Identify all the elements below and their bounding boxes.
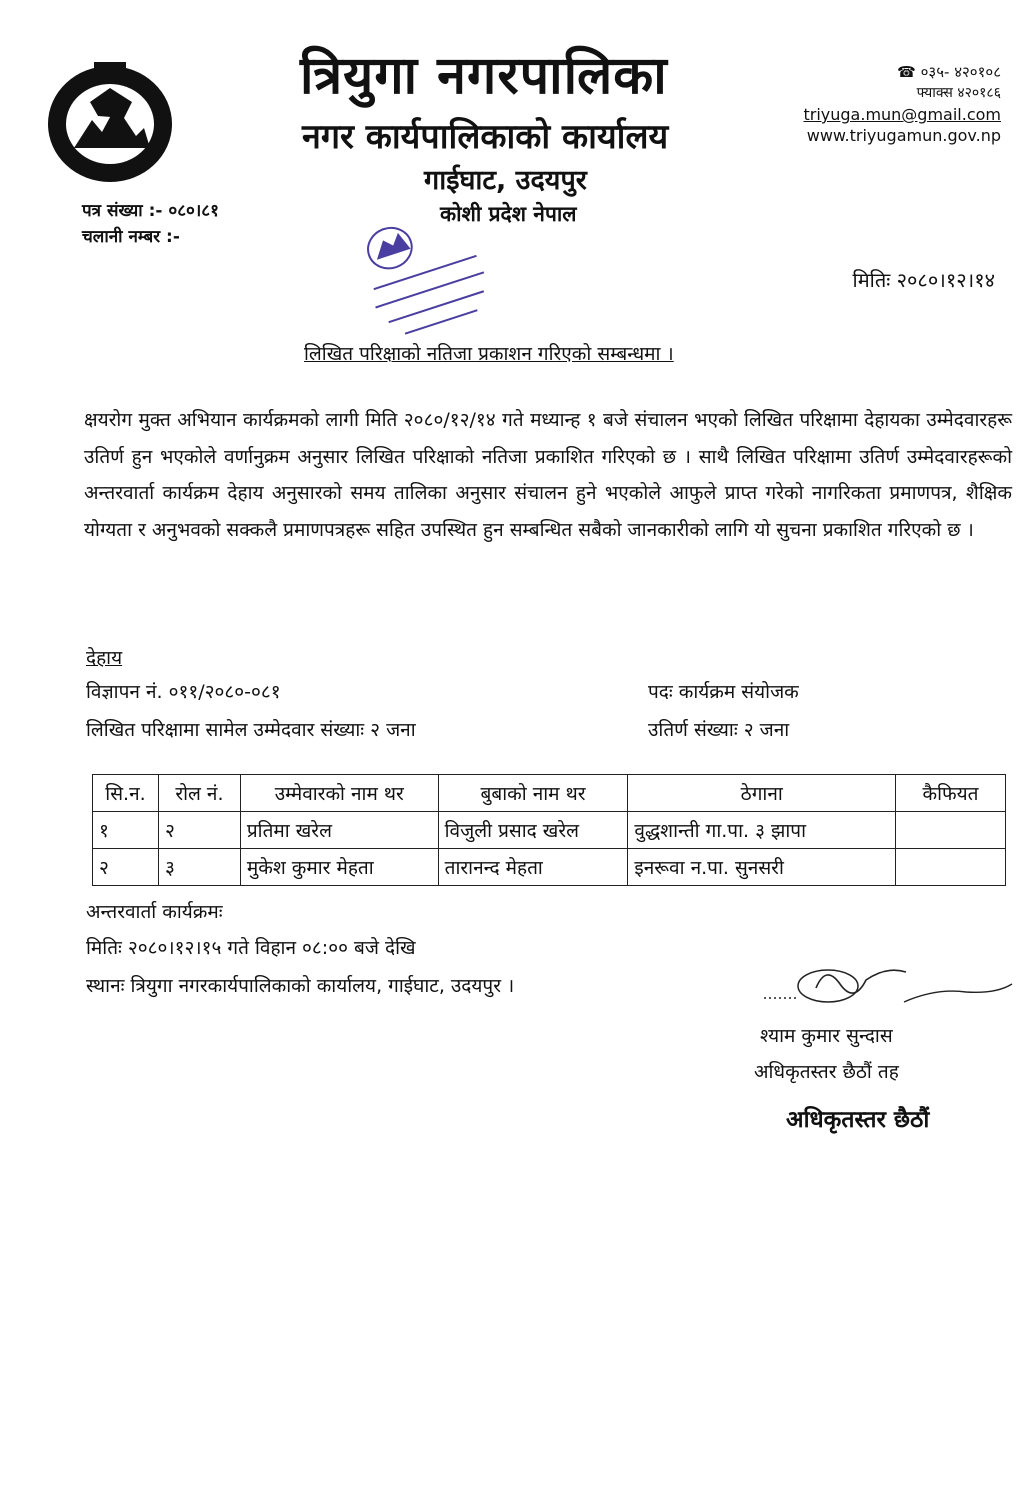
advertisement-number: विज्ञापन नं. ०११/२०८०-०८१ — [86, 681, 281, 703]
ref-number: पत्र संख्या :- ०८०।८१ — [82, 201, 219, 221]
column-header: ठेगाना — [628, 775, 896, 812]
letter-body: क्षयरोग मुक्त अभियान कार्यक्रमको लागी मिति २०८०/१२/१४ गते मध्यान्ह १ बजे संचालन भएको लिखित परिक्षामा देहायका उम्मेदवारहरू उतिर्ण हुन भएकोले वर्णानुक्रम अनुसार लिखित परिक्षाको नतिजा प्रकाशित गरिएको छ । साथै लिखित परिक्षामा उतिर्ण उम्मेदवारहरूको अन्तरवार्ता कार्यक्रम देहाय अनुसारको समय तालिका अनुसार संचालन हुने भएकोले आफुले प्राप्त गरेको नागरिकता प्रमाणपत्र, शैक्षिक योग्यता र अनुभवको सक्कलै प्रमाणपत्रहरू सहित उपस्थित हुन सम्बन्धित सबैको जानकारीको लागि यो सुचना प्रकाशित गरिएको छ । — [84, 409, 1012, 541]
passed-count: उतिर्ण संख्याः २ जना — [648, 719, 790, 741]
results-table — [92, 774, 1006, 886]
office-subtitle: नगर कार्यपालिकाको कार्यालय — [302, 117, 669, 157]
interview-date: मितिः २०८०।१२।१५ गते विहान ०८:०० बजे देखि — [86, 937, 416, 959]
interview-heading: अन्तरवार्ता कार्यक्रमः — [86, 901, 223, 923]
office-address: गाईघाट, उदयपुर — [424, 165, 587, 196]
table-row — [93, 812, 1006, 849]
column-header: सि.न. — [93, 775, 159, 812]
column-header: उम्मेवारको नाम थर — [240, 775, 438, 812]
interview-place: स्थानः त्रियुगा नगरकार्यपालिकाको कार्यालय, गाईघाट, उदयपुर । — [86, 975, 515, 997]
municipality-title: त्रियुगा नगरपालिका — [300, 46, 668, 106]
column-header: कैफियत — [896, 775, 1006, 812]
fax-number: फ्याक्स ४२०१८६ — [916, 85, 1001, 101]
address-cell: वुद्धशान्ती गा.पा. ३ झापा — [628, 812, 896, 849]
remarks-cell — [896, 812, 1006, 849]
candidate-name-cell: प्रतिमा खरेल — [240, 812, 438, 849]
father-name-cell: तारानन्द मेहता — [438, 849, 628, 886]
post-name: पदः कार्यक्रम संयोजक — [648, 681, 799, 703]
signatory-title: अधिकृतस्तर छैठौं तह — [754, 1061, 899, 1083]
address-cell: इनरूवा न.पा. सुनसरी — [628, 849, 896, 886]
remarks-cell — [896, 849, 1006, 886]
contact-block — [803, 62, 1001, 146]
roll-cell: २ — [158, 812, 240, 849]
details-heading: देहाय — [86, 647, 123, 669]
signatory-name: श्याम कुमार सुन्दास — [760, 1025, 893, 1047]
serial-cell: २ — [93, 849, 159, 886]
column-header: रोल नं. — [158, 775, 240, 812]
candidate-name-cell: मुकेश कुमार मेहता — [240, 849, 438, 886]
table-header-row — [93, 775, 1006, 812]
letter-reference — [82, 198, 219, 250]
letter-subject: लिखित परिक्षाको नतिजा प्रकाशन गरिएको सम्बन्धमा । — [304, 343, 674, 365]
phone-icon: ☎ — [897, 63, 921, 81]
letter-date: मितिः २०८०।१२।१४ — [852, 268, 995, 292]
phone-number: ०३५- ४२०१०८ — [920, 63, 1001, 81]
website-link[interactable]: www.triyugamun.gov.np — [806, 126, 1001, 145]
roll-cell: ३ — [158, 849, 240, 886]
nepal-government-emblem — [40, 58, 180, 186]
table-row — [93, 849, 1006, 886]
office-stamp — [352, 200, 502, 350]
dispatch-number: चलानी नम्बर :- — [82, 227, 180, 247]
father-name-cell: विजुली प्रसाद खरेल — [438, 812, 628, 849]
handwritten-signature — [756, 958, 1026, 1018]
email-link[interactable]: triyuga.mun@gmail.com — [803, 105, 1001, 124]
phone-row — [803, 62, 1001, 83]
candidate-count: लिखित परिक्षामा सामेल उम्मेदवार संख्याः २ जना — [86, 719, 416, 741]
serial-cell: १ — [93, 812, 159, 849]
column-header: बुबाको नाम थर — [438, 775, 628, 812]
province-line: कोशी प्रदेश नेपाल — [440, 202, 577, 226]
signatory-stamp: अधिकृतस्तर छैठौं — [786, 1107, 930, 1133]
